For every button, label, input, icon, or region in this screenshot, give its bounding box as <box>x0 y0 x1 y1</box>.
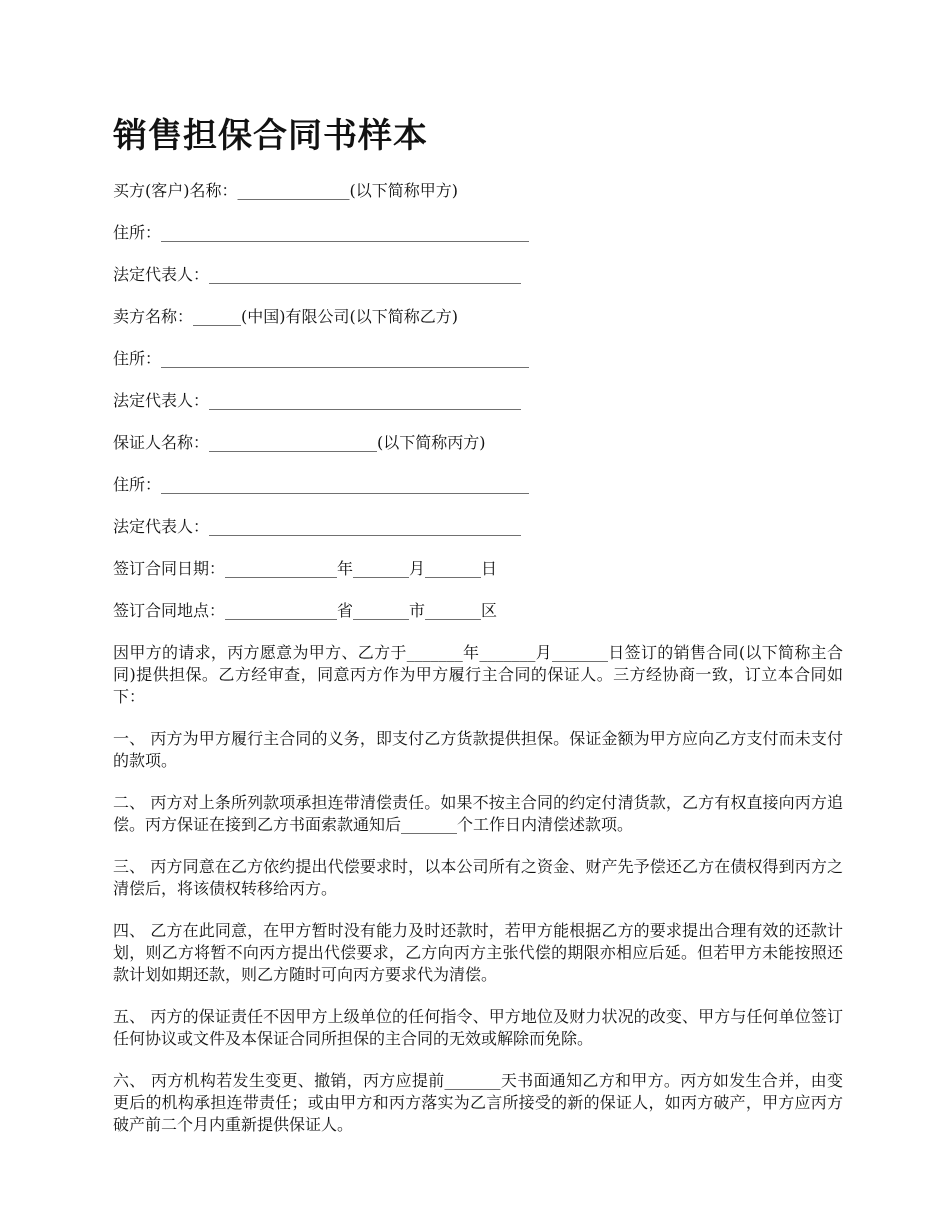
clause-6-paragraph: 六、 丙方机构若发生变更、撤销，丙方应提前_______天书面通知乙方和甲方。丙方如发生合并，由变更后的机构承担连带责任；或由甲方和丙方落实为乙言所接受的新的保证人，如丙方破产，甲方应丙方破产前二个月内重新提供保证人。 <box>113 1071 843 1134</box>
buyer-address-field: 住所：______________________________________________ <box>113 223 530 242</box>
seller-address-field: 住所：______________________________________________ <box>113 349 530 368</box>
clause-2-paragraph: 二、 丙方对上条所列款项承担连带清偿责任。如果不按主合同的约定付清货款，乙方有权直接向丙方追偿。丙方保证在接到乙方书面索款通知后_______个工作日内清偿述款项。 <box>113 793 843 834</box>
signing-place-field: 签订合同地点：______________省_______市_______区 <box>113 601 498 620</box>
buyer-name-field: 买方(客户)名称：______________(以下简称甲方) <box>113 181 458 200</box>
document-title: 销售担保合同书样本 <box>113 116 428 156</box>
seller-name-field: 卖方名称：______(中国)有限公司(以下简称乙方) <box>113 307 458 326</box>
clause-5-paragraph: 五、 丙方的保证责任不因甲方上级单位的任何指令、甲方地位及财力状况的改变、甲方与任何单位签订任何协议或文件及本保证合同所担保的主合同的无效或解除而免除。 <box>113 1007 843 1048</box>
signing-date-field: 签订合同日期：______________年_______月_______日 <box>113 559 498 578</box>
clause-1-paragraph: 一、 丙方为甲方履行主合同的义务，即支付乙方货款提供担保。保证金额为甲方应向乙方支付而未支付的款项。 <box>113 729 843 770</box>
guarantor-name-field: 保证人名称：_____________________(以下简称丙方) <box>113 433 486 452</box>
clause-3-paragraph: 三、 丙方同意在乙方依约提出代偿要求时，以本公司所有之资金、财产先予偿还乙方在债权得到丙方之清偿后，将该债权转移给丙方。 <box>113 857 843 898</box>
document-page <box>113 110 843 1156</box>
buyer-representative-field: 法定代表人：_______________________________________ <box>113 265 522 284</box>
guarantor-representative-field: 法定代表人：_______________________________________ <box>113 517 522 536</box>
guarantor-address-field: 住所：______________________________________________ <box>113 475 530 494</box>
clause-4-paragraph: 四、 乙方在此同意，在甲方暂时没有能力及时还款时，若甲方能根据乙方的要求提出合理有效的还款计划，则乙方将暂不向丙方提出代偿要求，乙方向丙方主张代偿的期限亦相应后延。但若甲方未能按照还款计划如期还款，则乙方随时可向丙方要求代为清偿。 <box>113 921 843 984</box>
seller-representative-field: 法定代表人：_______________________________________ <box>113 391 522 410</box>
preamble-paragraph: 因甲方的请求，丙方愿意为甲方、乙方于_______年_______月_______日签订的销售合同(以下简称主合同)提供担保。乙方经审查，同意丙方作为甲方履行主合同的保证人。三方经协商一致，订立本合同如下： <box>113 643 843 706</box>
